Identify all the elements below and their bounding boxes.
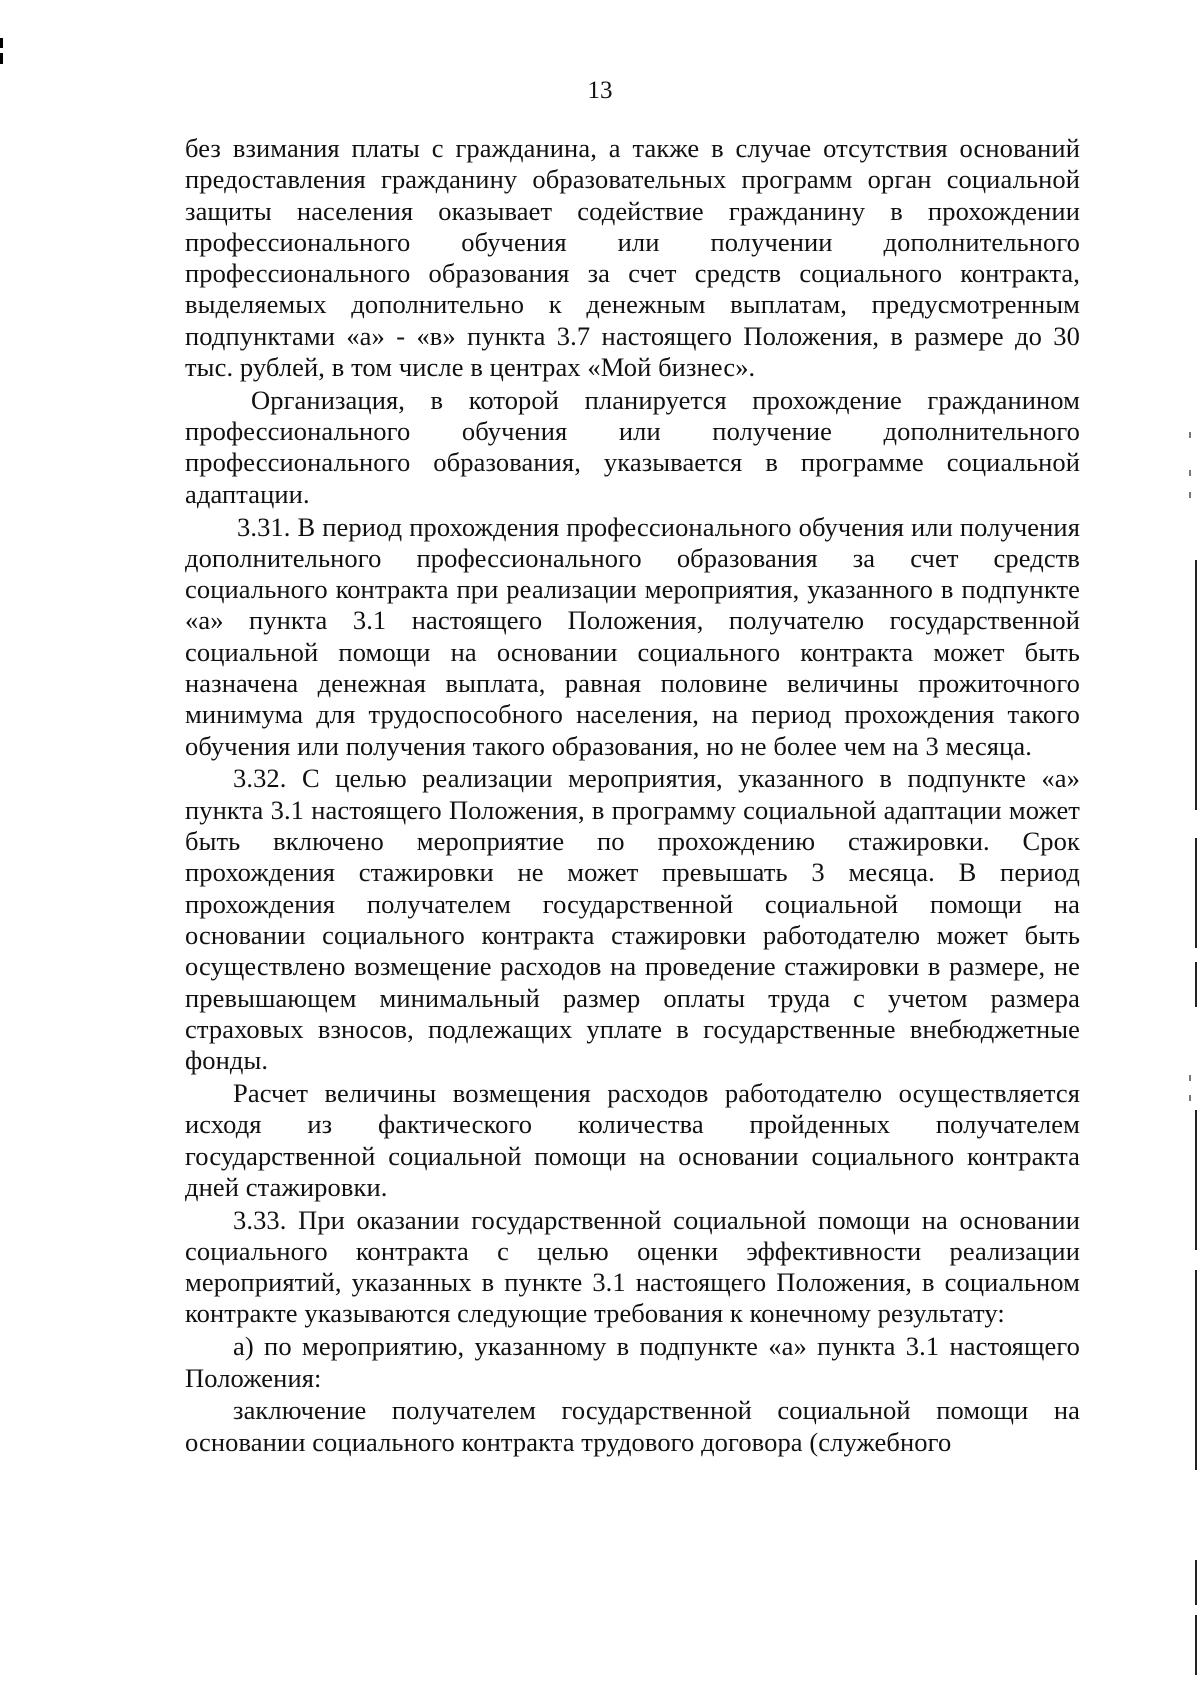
paragraph-3-33: 3.33. При оказании государственной социальной помощи на основании социального контракта с целью оценки эффективности реализации мероприятий, указанных в пункте 3.1 настоящего Положения, в социальном контракте указываются следующие требования к конечному результату:	[185, 1204, 1080, 1329]
paragraph-3-31: 3.31. В период прохождения профессионального обучения или получения дополнительного профессионального образования за счет средств социального контракта при реализации мероприятия, указанного в подпункте «а» пункта 3.1 настоящего Положения, получателю государственной социальной помощи на основании социального контракта может быть назначена денежная выплата, равная половине величины прожиточного минимума для трудоспособного населения, на период прохождения такого обучения или получения такого образования, но не более чем на 3 месяца.	[185, 511, 1080, 761]
paragraph-3-32: 3.32. С целью реализации мероприятия, указанного в подпункте «а» пункта 3.1 настоящего Положения, в программу социальной адаптации может быть включено мероприятие по прохождению стажировки. Срок прохождения стажировки не может превышать 3 месяца. В период прохождения получателем государственной социальной помощи на основании социального контракта стажировки работодателю может быть осуществлено возмещение расходов на проведение стажировки в размере, не превышающем минимальный размер оплаты труда с учетом размера страховых взносов, подлежащих уплате в государственные внебюджетные фонды.	[185, 763, 1080, 1076]
paragraph-organization: Организация, в которой планируется прохождение гражданином профессионального обучения или получение дополнительного профессионального образования, указывается в программе социальной адаптации.	[185, 384, 1080, 509]
document-body	[185, 133, 1080, 1459]
page-number: 13	[587, 77, 613, 104]
paragraph-item-a: а) по мероприятию, указанному в подпункте «а» пункта 3.1 настоящего Положения:	[185, 1331, 1080, 1393]
scan-artifact-right-edge	[1186, 0, 1200, 1697]
paragraph-continuation: без взимания платы с гражданина, а также в случае отсутствия оснований предоставления гражданину образовательных программ орган социальной защиты населения оказывает содействие гражданину в прохождении профессионального обучения или получении дополнительного профессионального образования за счет средств социального контракта, выделяемых дополнительно к денежным выплатам, предусмотренным подпунктами «а» - «в» пункта 3.7 настоящего Положения, в размере до 30 тыс. рублей, в том числе в центрах «Мой бизнес».	[185, 133, 1080, 383]
scan-artifact-left	[0, 38, 3, 64]
paragraph-calculation: Расчет величины возмещения расходов работодателю осуществляется исходя из фактического количества пройденных получателем государственной социальной помощи на основании социального контракта дней стажировки.	[185, 1077, 1080, 1202]
paragraph-conclusion: заключение получателем государственной социальной помощи на основании социального контракта трудового договора (служебного	[185, 1395, 1080, 1457]
